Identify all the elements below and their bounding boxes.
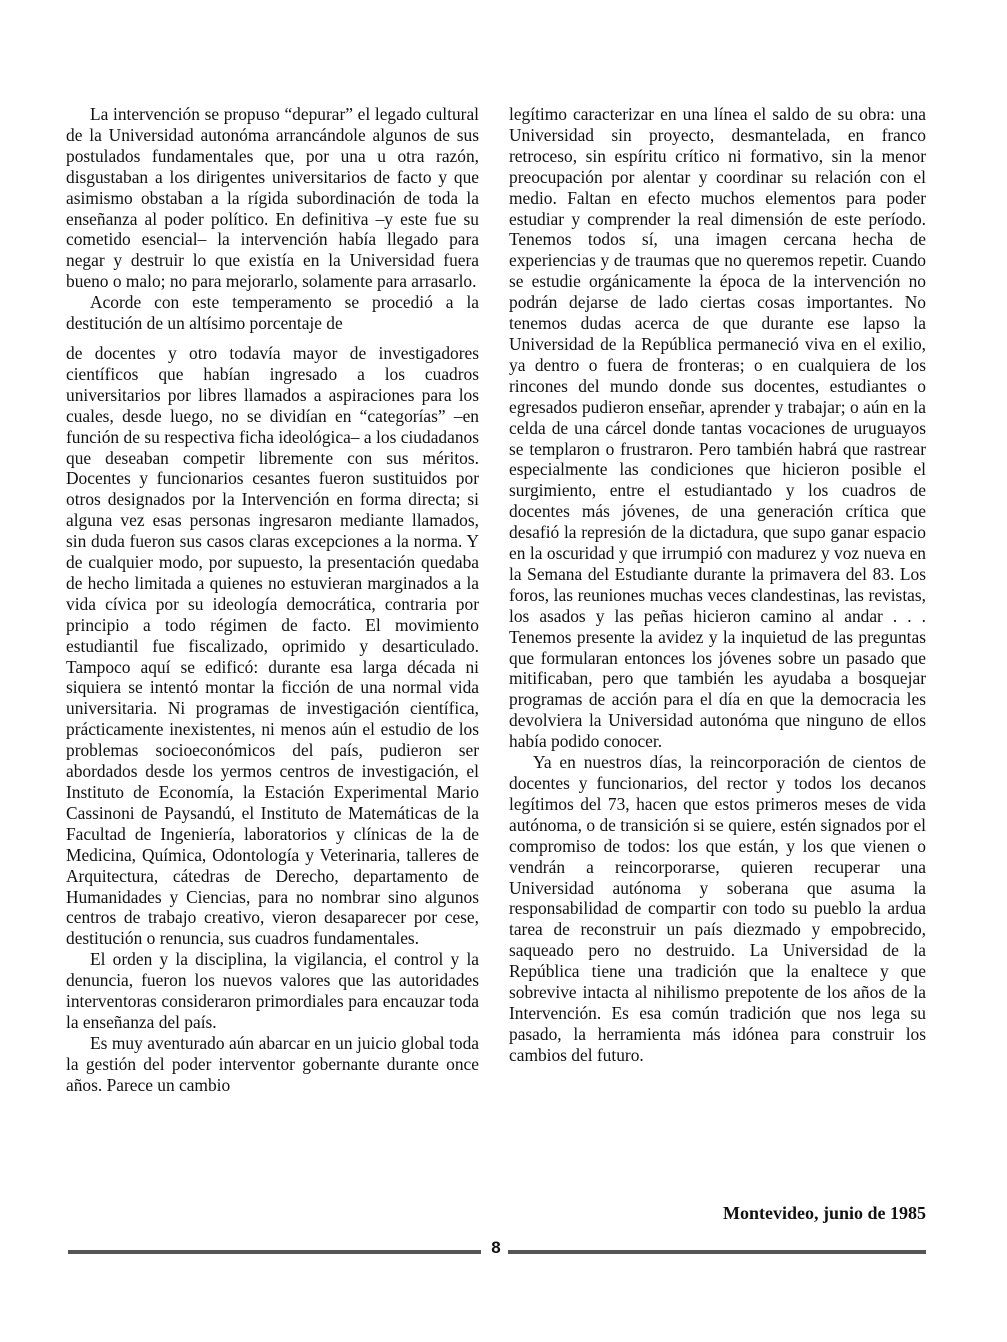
- page-number: 8: [491, 1238, 501, 1257]
- paragraph-docentes: de docentes y otro todavía mayor de investigadores científicos que habían ingresado a los cuadros universitarios por libres llamados a aspiraciones para los cuales, desde luego, no se dividían en “categorías” –en función de su respectiva ficha ideológica– a los ciudadanos que deseaban competir libremente con sus méritos. Docentes y funcionarios cesantes fueron sustituidos por otros designados por la Intervención en forma directa; si alguna vez esas personas ingresaron mediante llamados, sin duda fueron sus casos claras excepciones a la norma. Y de cualquier modo, por supuesto, la presentación quedaba de hecho limitada a quienes no estuvieran marginados a la vida cívica por su ideología democrática, contraria por principio a todo régimen de facto. El movimiento estudiantil fue fiscalizado, oprimido y desarticulado. Tampoco aquí se edificó: durante esa larga década ni siquiera se intentó montar la ficción de una normal vida universitaria. Ni programas de investigación científica, prácticamente inexistentes, ni menos aún el estudio de los problemas socioeconómicos del país, pudieron ser abordados desde los yermos centros de investigación, el Instituto de Economía, la Estación Experimental Mario Cassinoni de Paysandú, el Instituto de Matemáticas de la Facultad de Ingeniería, laboratorios y clínicas de la de Medicina, Química, Odontología y Veterinaria, talleres de Arquitectura, cátedras de Derecho, departamento de Humanidades y Ciencias, para no nombrar sino algunos centros de trabajo creativo, vieron desaparecer por cese, destitución o renuncia, sus cuadros fundamentales.: [66, 342, 479, 949]
- paragraph-legitimo: legítimo caracterizar en una línea el saldo de su obra: una Universidad sin proyecto, desmantelada, en franco retroceso, sin espíritu crítico ni formativo, sin la menor preocupación por alentar y coordinar su relación con el medio. Faltan en efecto muchos elementos para poder estudiar y comprender la real dimensión de este período. Tenemos todos sí, una imagen cercana hecha de experiencias y de traumas que no queremos repetir. Cuando se estudie orgánicamente la época de la intervención no podrán dejarse de lado ciertas cosas importantes. No tenemos dudas acerca de que durante ese lapso la Universidad de la República permaneció viva en el exilio, ya dentro o fuera de fronteras; o en cualquiera de los rincones del mundo donde sus docentes, estudiantes o egresados pudieron enseñar, aprender y trabajar; o aún en la celda de una cárcel donde tantas vocaciones de uruguayos se templaron o frustraron. Pero también habrá que rastrear especialmente las condiciones que hicieron posible el surgimiento, entre el estudiantado y los cuadros de docentes más jóvenes, de una generación crítica que desafió la represión de la dictadura, que supo ganar espacio en la oscuridad y que irrumpió con madurez y voz nueva en la Semana del Estudiante durante la primavera del 83. Los foros, las reuniones muchas veces clandestinas, las revistas, los asados y las peñas hicieron camino al andar . . . Tenemos presente la avidez y la inquietud de las preguntas que formularan entonces los jóvenes sobre un pasado que mitificaban, pero que también les ayudaba a bosquejar programas de acción para el día en que la democracia les devolviera la Universidad autonóma que ninguno de ellos había podido conocer.: [509, 104, 926, 752]
- paragraph-aventurado: Es muy aventurado aún abarcar en un juicio global toda la gestión del poder interventor gobernante durante once años. Parece un cambio: [66, 1032, 479, 1095]
- signature-date: Montevideo, junio de 1985: [722, 1203, 926, 1223]
- paragraph-orden: El orden y la disciplina, la vigilancia, el control y la denuncia, fueron los nuevos valores que las autoridades interventoras consideraron primordiales para encauzar toda la enseñanza del país.: [66, 949, 479, 1032]
- left-column: [66, 104, 479, 1096]
- right-column: [509, 104, 926, 1066]
- paragraph-nuestros-dias: Ya en nuestros días, la reincorporación de cientos de docentes y funcionarios, del rector y todos los decanos legítimos del 73, hacen que estos primeros meses de vida autónoma, o de transición si se quiere, estén signados por el compromiso de todos: los que están, y los que vienen o vendrán a reincorporarse, quieren recuperar una Universidad autónoma y soberana que asuma la responsabilidad de compartir con todo su pueblo la ardua tarea de reconstruir un país diezmado y empobrecido, saqueado pero no destruido. La Universidad de la República tiene una tradición que la enaltece y que sobrevive intacta al nihilismo prepotente de los años de la Intervención. Es esa común tradición que nos lega su pasado, la herramienta más idónea para construir los cambios del futuro.: [509, 752, 926, 1065]
- footer-rule-right: [508, 1250, 926, 1254]
- footer-rule-left: [68, 1250, 481, 1254]
- paragraph-acorde: Acorde con este temperamento se procedió a la destitución de un altísimo porcentaje de: [66, 292, 479, 334]
- paragraph-intervencion: La intervención se propuso “depurar” el legado cultural de la Universidad autonóma arrancándole algunos de sus postulados fundamentales que, por una u otra razón, disgustaban a los dirigentes universitarios de facto y que asimismo obstaban a la rígida subordinación de toda la enseñanza al poder político. En definitiva –y este fue su cometido esencial– la intervención había llegado para negar y destruir lo que existía en la Universidad fuera bueno o malo; no para mejorarlo, solamente para arrasarlo.: [66, 104, 479, 292]
